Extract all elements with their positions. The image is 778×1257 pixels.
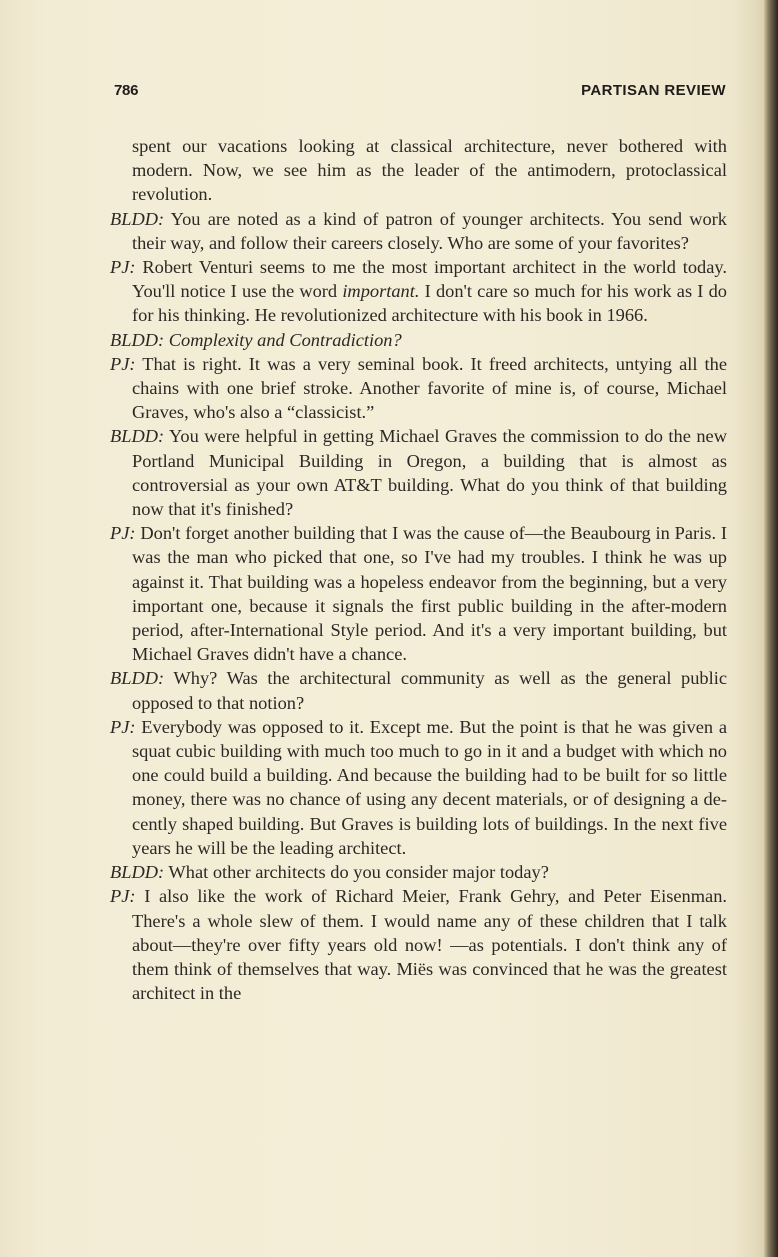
speaker-label: PJ: — [110, 523, 136, 544]
speaker-label: BLDD: — [110, 208, 165, 229]
speaker-label: PJ: — [110, 257, 136, 278]
interview-text — [110, 134, 727, 1005]
paragraph-text: You were helpful in getting Michael Graves the commission to do the new Portland Municipal Building in Oregon, a building that is almost as controversial as your own AT&T building. What do you think of that building now that it's finished? — [132, 426, 727, 520]
paragraph — [110, 328, 727, 352]
paragraph — [110, 715, 727, 860]
paragraph — [110, 424, 727, 521]
speaker-label: BLDD: — [110, 329, 165, 350]
speaker-label: BLDD: — [110, 668, 165, 689]
paragraph — [110, 134, 727, 207]
paragraph — [110, 884, 727, 1005]
speaker-label: BLDD: — [110, 862, 165, 883]
page-header — [114, 80, 726, 104]
paragraph — [110, 521, 727, 666]
paragraph — [110, 352, 727, 425]
speaker-label: PJ: — [110, 886, 136, 907]
paragraph-text: Don't forget another building that I was the cause of—the Beaubourg in Paris. I was the man who picked that one, so I've had my troubles. I think he was up against it. That building was a hopeless endeavor from the beginning, but a very important one, because it signals the first public building in the after-modern period, after-International Style period. And it's a very important building, but Michael Graves didn't have a chance. — [132, 523, 727, 665]
book-spine-shadow — [764, 0, 778, 1257]
emphasized-word: important. — [342, 281, 420, 302]
paragraph-text: That is right. It was a very seminal book. It freed architects, untying all the chains with one brief stroke. Another favorite of mine is, of course, Michael Graves, who's also a “classicist.” — [132, 353, 727, 423]
paragraph-text: Everybody was opposed to it. Except me. But the point is that he was given a squat cubic building with much too much to go in it and a budget with which no one could build a building. And because the building had to be built for so little money, there was no chance of using any decent materials, or of designing a decently shaped building. But Graves is building lots of buildings. In the next five years he will be the leading architect. — [132, 716, 727, 858]
paragraph — [110, 255, 727, 328]
speaker-label: BLDD: — [110, 426, 165, 447]
speaker-label: PJ: — [110, 353, 136, 374]
book-title: Complexity and Contradiction? — [168, 329, 402, 350]
running-head: PARTISAN REVIEW — [581, 82, 726, 99]
paragraph — [110, 666, 727, 714]
paragraph-text: You are noted as a kind of patron of younger architects. You send work their way, and follow their careers closely. Who are some of your favorites? — [132, 208, 727, 253]
page-number: 786 — [114, 82, 139, 99]
paragraph-text: Robert Venturi seems to me the most important architect in the world today. You'll notice I use the word — [132, 257, 727, 302]
paragraph — [110, 207, 727, 255]
paragraph-text: I don't care so much for his work as I do for his thinking. He revolutionized architecture with his book in 1966. — [132, 281, 727, 326]
paragraph-text: I also like the work of Richard Meier, Frank Gehry, and Peter Eisenman. There's a whole slew of them. I would name any of these children that I talk about—they're over fifty years old now! —as potentials. I don't think any of them think of themselves that way. Miës was convinced that he was the greatest architect in the — [132, 886, 727, 1004]
paragraph — [110, 860, 727, 884]
paragraph-text: spent our vacations looking at classical architecture, never bothered with modern. Now, we see him as the leader of the antimodern, protoclassical revolution. — [132, 136, 727, 205]
speaker-label: PJ: — [110, 716, 136, 737]
paragraph-text: Why? Was the architectural community as well as the general public opposed to that notion? — [132, 668, 727, 713]
paragraph-text: What other architects do you consider major today? — [168, 862, 549, 883]
